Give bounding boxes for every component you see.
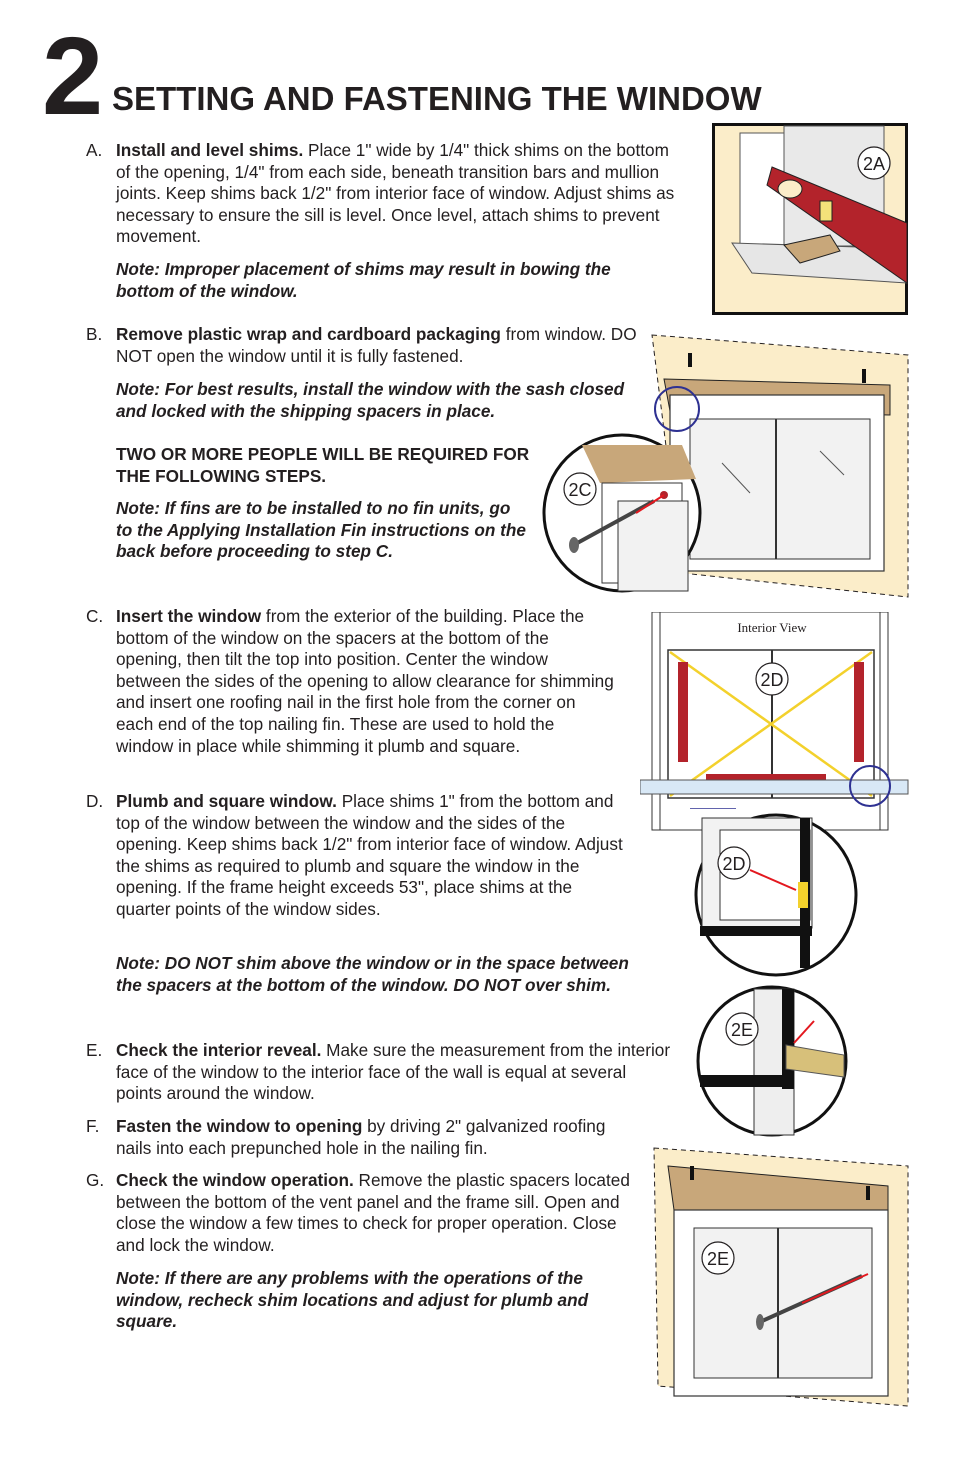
- step-f-text: by driving 2" galvanized roofing nails into each prepunched hole in the nailing fin.: [116, 1116, 606, 1158]
- step-g-text: Remove the plastic spacers located between the bottom of the vent panel and the frame sill. Open and close the window a few times to check for proper operation. Close and lock the window.: [116, 1170, 630, 1255]
- step-b-letter: B.: [86, 324, 103, 344]
- figure-2a-level-shims: [712, 123, 908, 315]
- step-c-heading: Insert the window: [116, 606, 262, 626]
- figure-2e-tag: 2E: [706, 1249, 730, 1269]
- step-c: [86, 606, 616, 757]
- figure-2d-tag: 2D: [760, 670, 784, 690]
- step-g-note: Note: If there are any problems with the operations of the window, recheck shim locations and adjust for plumb and square.: [116, 1268, 589, 1332]
- step-e: [86, 1040, 671, 1105]
- step-e-text: Make sure the measurement from the interior face of the window to the interior face of the wall is equal at several points around the window.: [116, 1040, 671, 1104]
- step-a-text: Place 1" wide by 1/4" thick shims on the bottom of the opening, 1/4" from each side, beneath transition bars and mullion joints. Keep shims back 1/2" from interior face of window. Adjust shims as necessary to ensure the sill is level. Once level, attach shims to prevent movement.: [116, 140, 675, 247]
- step-b-note-fins: Note: If fins are to be installed to no fin units, go to the Applying Installation Fin instructions on the back before proceeding to step C.: [116, 498, 526, 562]
- figure-2e-fasten-window: [652, 1146, 910, 1408]
- step-f: [86, 1116, 631, 1159]
- step-e-heading: Check the interior reveal.: [116, 1040, 322, 1060]
- figure-2d-interior-view: [640, 612, 910, 832]
- step-d-note: Note: DO NOT shim above the window or in the space between the spacers at the bottom of the window. DO NOT over shim.: [116, 953, 629, 995]
- figure-2e-detail: [694, 985, 854, 1140]
- step-f-heading: Fasten the window to opening: [116, 1116, 363, 1136]
- step-d-letter: D.: [86, 791, 104, 811]
- step-a-letter: A.: [86, 140, 103, 160]
- step-b-text: from window. DO NOT open the window until it is fully fastened.: [116, 324, 637, 366]
- figure-2c-window-nail: [540, 333, 910, 598]
- step-g: [86, 1170, 636, 1256]
- figure-2c-tag: 2C: [568, 480, 592, 500]
- step-d-heading: Plumb and square window.: [116, 791, 337, 811]
- figure-2e-detail-tag: 2E: [730, 1020, 754, 1040]
- step-f-letter: F.: [86, 1116, 100, 1136]
- step-e-letter: E.: [86, 1040, 103, 1060]
- step-b-heading: Remove plastic wrap and cardboard packaging: [116, 324, 501, 344]
- step-c-text: from the exterior of the building. Place the bottom of the window on the spacers at the bottom of the opening, then tilt the top into position. Center the window between the sides of the opening to allow clearance for shimming and insert one roofing nail in the first hole from the corner on each end of the top nailing fin. These are used to hold the window in place while shimming it plumb and square.: [116, 606, 614, 756]
- figure-2d-detail-tag: 2D: [722, 854, 746, 874]
- figure-2d-detail: [690, 808, 860, 978]
- step-g-heading: Check the window operation.: [116, 1170, 354, 1190]
- interior-view-caption: Interior View: [737, 620, 807, 635]
- step-g-letter: G.: [86, 1170, 105, 1190]
- step-d: [86, 791, 631, 921]
- people-required-warning: TWO OR MORE PEOPLE WILL BE REQUIRED FOR THE FOLLOWING STEPS.: [116, 444, 530, 486]
- step-b-note: Note: For best results, install the window with the sash closed and locked with the shipping spacers in place.: [116, 379, 625, 421]
- step-title: SETTING AND FASTENING THE WINDOW: [112, 80, 762, 117]
- step-a-note: Note: Improper placement of shims may result in bowing the bottom of the window.: [116, 259, 611, 301]
- step-number: 2: [42, 15, 102, 138]
- step-a-heading: Install and level shims.: [116, 140, 304, 160]
- figure-2a-tag: 2A: [862, 154, 886, 174]
- step-d-text: Place shims 1" from the bottom and top of the window between the window and the sides of the opening. Keep shims back 1/2" from interior face of window. Adjust the shims as required to plumb and square the window in the opening. If the frame height exceeds 53", place shims at the quarter points of the window sides.: [116, 791, 623, 919]
- step-a: [86, 140, 676, 248]
- step-c-letter: C.: [86, 606, 104, 626]
